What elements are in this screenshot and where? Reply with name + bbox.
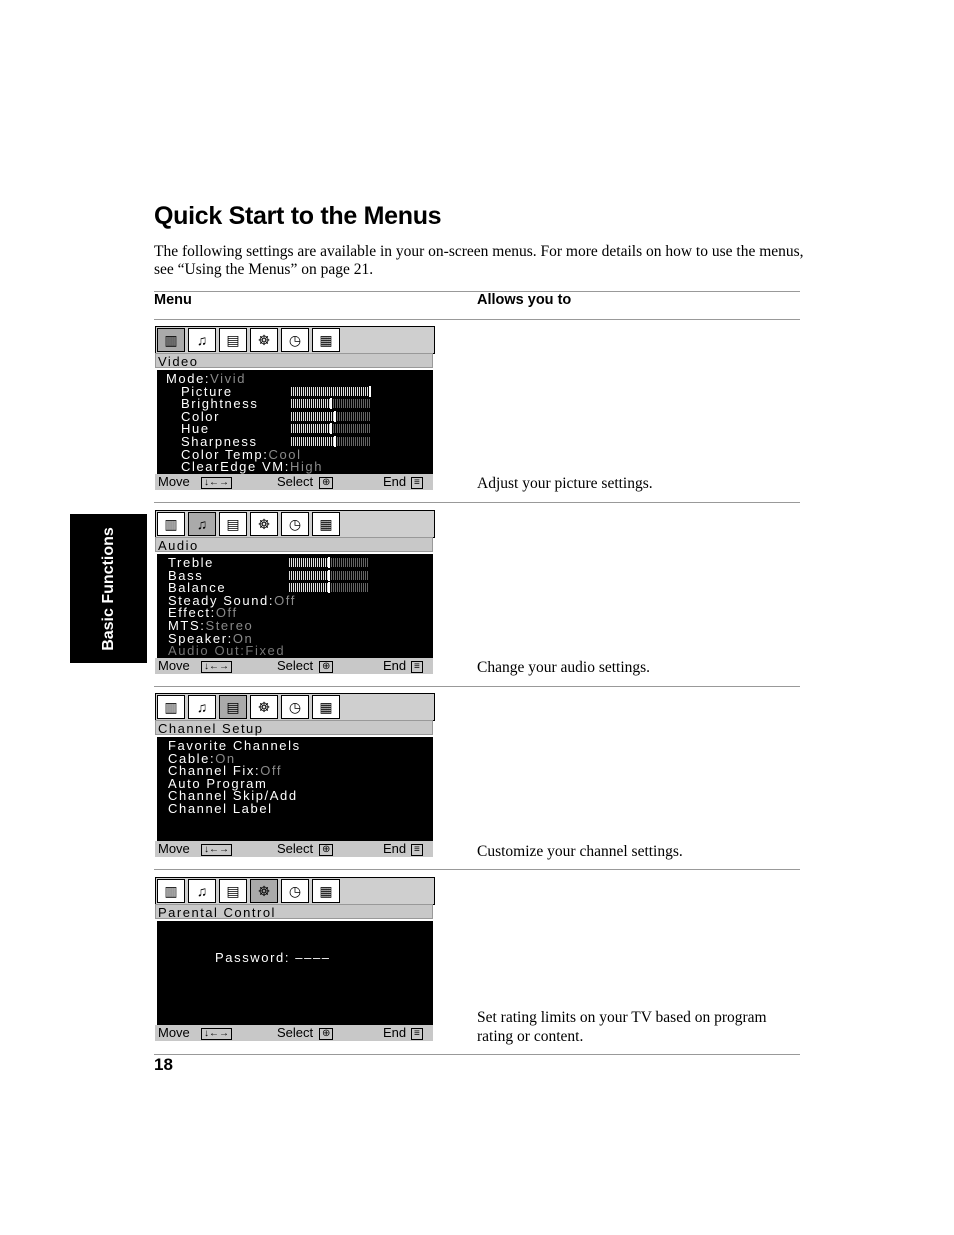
- menu-item-value: Vivid: [210, 371, 247, 386]
- timer-icon[interactable]: ◷: [281, 879, 309, 903]
- menu-item[interactable]: [181, 460, 323, 473]
- audio-icon[interactable]: ♫: [188, 328, 216, 352]
- intro-text: The following settings are available in your on-screen menus. For more details on how to use the menus, see “Using the Menus” on page 21.: [154, 243, 804, 278]
- footer-move-label: Move: [158, 474, 190, 489]
- level-slider[interactable]: [289, 583, 371, 592]
- menu-screenshot-channel-setup: [155, 693, 435, 856]
- password-field[interactable]: Password: ––––: [215, 950, 331, 965]
- channel-icon[interactable]: ▤: [219, 512, 247, 536]
- menu-body: [157, 554, 433, 658]
- menu-title: Parental Control: [155, 904, 433, 919]
- menu-item-label: Brightness: [181, 396, 259, 412]
- menu-item-label: Balance: [168, 580, 227, 596]
- menu-screenshot-parental-control: [155, 877, 435, 1040]
- col-allows-header: Allows you to: [477, 292, 572, 308]
- slider-knob[interactable]: [330, 398, 332, 409]
- footer-move-label: Move: [158, 841, 190, 856]
- menu-icon: ≡: [411, 844, 423, 856]
- footer-end-label: End: [383, 658, 407, 673]
- footer-select-label: Select: [277, 1025, 314, 1040]
- menu-icon-bar: [155, 693, 435, 721]
- menu-item-label: Sharpness: [181, 434, 258, 449]
- slider-knob[interactable]: [328, 570, 330, 581]
- menu-item-label: ClearEdge VM:: [181, 459, 290, 475]
- divider: [154, 1054, 800, 1055]
- arrows-icon: ↓←→: [201, 844, 232, 856]
- audio-icon[interactable]: ♫: [188, 879, 216, 903]
- select-icon: ⊕: [319, 844, 333, 856]
- menu-item-label: Effect:: [168, 605, 216, 621]
- level-slider[interactable]: [291, 387, 373, 396]
- slider-knob[interactable]: [330, 423, 332, 434]
- audio-icon[interactable]: ♫: [188, 695, 216, 719]
- menu-item-value: Off: [215, 605, 238, 621]
- menu-body: [157, 737, 433, 841]
- menu-item-value: On: [215, 750, 236, 766]
- menu-item-label: Color: [181, 408, 221, 424]
- menu-item-value: On: [232, 630, 254, 646]
- menu-icon-bar: [155, 877, 435, 905]
- channel-icon[interactable]: ▤: [219, 328, 247, 352]
- menu-title: Video: [155, 353, 433, 368]
- menu-item-label: Steady Sound:: [168, 592, 275, 608]
- divider: [154, 319, 800, 320]
- slider-knob[interactable]: [334, 411, 336, 422]
- timer-icon[interactable]: ◷: [281, 328, 309, 352]
- slider-knob[interactable]: [328, 557, 330, 568]
- divider: [154, 502, 800, 503]
- select-icon: ⊕: [319, 661, 333, 673]
- parental-icon[interactable]: ☸: [250, 879, 278, 903]
- menu-footer: [155, 841, 433, 857]
- footer-move-label: Move: [158, 658, 190, 673]
- menu-item-label: Treble: [168, 555, 214, 570]
- page-title: Quick Start to the Menus: [154, 202, 442, 230]
- menu-item-label: MTS:: [168, 618, 206, 633]
- side-tab-label: Basic Functions: [99, 526, 117, 651]
- video-icon[interactable]: ▥: [157, 328, 185, 352]
- menu-item-label: Channel Label: [168, 801, 273, 816]
- menu-item-label: Audio Out:Fixed: [168, 643, 286, 659]
- menu-description: Set rating limits on your TV based on program rating or content.: [477, 1009, 767, 1045]
- divider: [154, 869, 800, 870]
- menu-item-value: High: [289, 459, 324, 475]
- menu-item-label: Favorite Channels: [168, 738, 301, 753]
- footer-end-label: End: [383, 474, 407, 489]
- level-slider[interactable]: [291, 424, 373, 433]
- channel-icon[interactable]: ▤: [219, 695, 247, 719]
- menu-description: Adjust your picture settings.: [477, 475, 653, 492]
- video-icon[interactable]: ▥: [157, 695, 185, 719]
- select-icon: ⊕: [319, 1028, 333, 1040]
- setup-icon[interactable]: ▦: [312, 328, 340, 352]
- setup-icon[interactable]: ▦: [312, 695, 340, 719]
- setup-icon[interactable]: ▦: [312, 512, 340, 536]
- level-slider[interactable]: [291, 412, 373, 421]
- arrows-icon: ↓←→: [201, 1028, 232, 1040]
- footer-move-label: Move: [158, 1025, 190, 1040]
- col-menu-header: Menu: [154, 292, 192, 308]
- footer-select-label: Select: [277, 841, 314, 856]
- menu-body: [157, 921, 433, 1025]
- footer-end-label: End: [383, 1025, 407, 1040]
- level-slider[interactable]: [289, 571, 371, 580]
- parental-icon[interactable]: ☸: [250, 328, 278, 352]
- side-tab: [70, 514, 147, 663]
- timer-icon[interactable]: ◷: [281, 512, 309, 536]
- menu-screenshot-audio: [155, 510, 435, 673]
- menu-icon: ≡: [411, 1028, 423, 1040]
- menu-item-label: Bass: [168, 567, 204, 583]
- slider-knob[interactable]: [334, 436, 336, 447]
- menu-icon: ≡: [411, 477, 423, 489]
- level-slider[interactable]: [289, 558, 371, 567]
- menu-icon: ≡: [411, 661, 423, 673]
- arrows-icon: ↓←→: [201, 477, 232, 489]
- menu-item-label: Color Temp:: [181, 446, 269, 462]
- menu-footer: [155, 474, 433, 490]
- menu-item-label: Mode:: [166, 371, 211, 386]
- menu-title: Channel Setup: [155, 720, 433, 735]
- menu-title: Audio: [155, 537, 433, 552]
- menu-description: Customize your channel settings.: [477, 843, 683, 860]
- menu-item-value: Cool: [268, 446, 302, 462]
- page-number: 18: [154, 1055, 173, 1074]
- footer-select-label: Select: [277, 474, 314, 489]
- parental-icon[interactable]: ☸: [250, 512, 278, 536]
- menu-item-label: Channel Fix:: [168, 763, 261, 779]
- menu-item-value: Off: [260, 763, 283, 779]
- setup-icon[interactable]: ▦: [312, 879, 340, 903]
- level-slider[interactable]: [291, 437, 373, 446]
- menu-item-value: Off: [274, 592, 296, 608]
- menu-screenshot-video: [155, 326, 435, 489]
- menu-footer: [155, 1025, 433, 1041]
- video-icon[interactable]: ▥: [157, 512, 185, 536]
- select-icon: ⊕: [319, 477, 333, 489]
- menu-item-label: Channel Skip/Add: [168, 788, 298, 804]
- menu-item-label: Speaker:: [168, 630, 233, 646]
- menu-item-value: Stereo: [205, 618, 254, 633]
- footer-select-label: Select: [277, 658, 314, 673]
- video-icon[interactable]: ▥: [157, 879, 185, 903]
- divider: [154, 686, 800, 687]
- menu-item-label: Auto Program: [168, 775, 268, 791]
- menu-icon-bar: [155, 326, 435, 354]
- footer-end-label: End: [383, 841, 407, 856]
- menu-footer: [155, 658, 433, 674]
- menu-description: Change your audio settings.: [477, 659, 651, 676]
- menu-body: [157, 370, 433, 474]
- arrows-icon: ↓←→: [201, 661, 232, 673]
- menu-item-label: Hue: [181, 421, 210, 437]
- menu-item: [168, 644, 285, 657]
- menu-item-label: Picture: [181, 383, 233, 399]
- timer-icon[interactable]: ◷: [281, 695, 309, 719]
- menu-icon-bar: [155, 510, 435, 538]
- slider-knob[interactable]: [369, 386, 371, 397]
- parental-icon[interactable]: ☸: [250, 695, 278, 719]
- menu-item[interactable]: [168, 802, 273, 815]
- menu-item-label: Cable:: [168, 750, 216, 766]
- slider-knob[interactable]: [328, 582, 330, 593]
- channel-icon[interactable]: ▤: [219, 879, 247, 903]
- audio-icon[interactable]: ♫: [188, 512, 216, 536]
- level-slider[interactable]: [291, 399, 373, 408]
